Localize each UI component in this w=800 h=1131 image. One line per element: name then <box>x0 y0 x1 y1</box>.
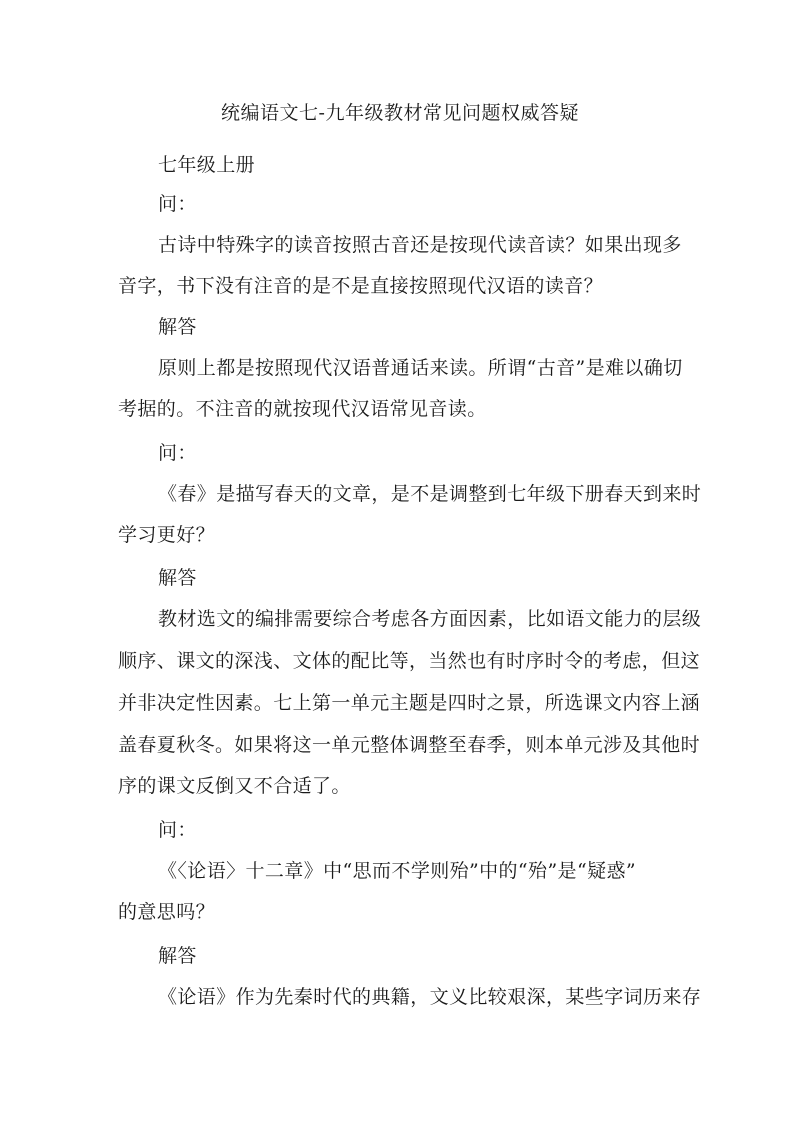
answer-text: 并非决定性因素。七上第一单元主题是四时之景，所选课文内容上涵 <box>118 692 701 714</box>
answer-label: 解答 <box>158 567 197 589</box>
question-label: 问： <box>158 193 197 215</box>
question-text: 《春》是描写春天的文章，是不是调整到七年级下册春天到来时 <box>158 483 702 505</box>
question-label: 问： <box>158 819 197 841</box>
answer-label: 解答 <box>158 316 197 338</box>
question-text: 的意思吗？ <box>118 901 216 923</box>
question-text: 学习更好？ <box>118 524 216 546</box>
question-text: 音字，书下没有注音的是不是直接按照现代汉语的读音？ <box>118 275 604 297</box>
answer-text: 教材选文的编排需要综合考虑各方面因素，比如语文能力的层级 <box>158 608 702 630</box>
answer-text: 盖春夏秋冬。如果将这一单元整体调整至春季，则本单元涉及其他时 <box>118 734 701 756</box>
answer-text: 顺序、课文的深浅、文体的配比等，当然也有时序时令的考虑，但这 <box>118 650 701 672</box>
section-heading: 七年级上册 <box>158 154 256 176</box>
document-title: 统编语文七-九年级教材常见问题权威答疑 <box>221 102 579 124</box>
answer-text: 考据的。不注音的就按现代汉语常见音读。 <box>118 398 487 420</box>
answer-text: 《论语》作为先秦时代的典籍，文义比较艰深，某些字词历来存 <box>158 986 702 1008</box>
question-label: 问： <box>158 442 197 464</box>
question-text: 《〈论语〉十二章》中“思而不学则殆”中的“殆”是“疑惑” <box>158 860 636 882</box>
question-text: 古诗中特殊字的读音按照古音还是按现代读音读？如果出现多 <box>158 234 682 256</box>
answer-text: 序的课文反倒又不合适了。 <box>118 775 351 797</box>
answer-text: 原则上都是按照现代汉语普通话来读。所谓“古音”是难以确切 <box>158 357 683 379</box>
answer-label: 解答 <box>158 945 197 967</box>
